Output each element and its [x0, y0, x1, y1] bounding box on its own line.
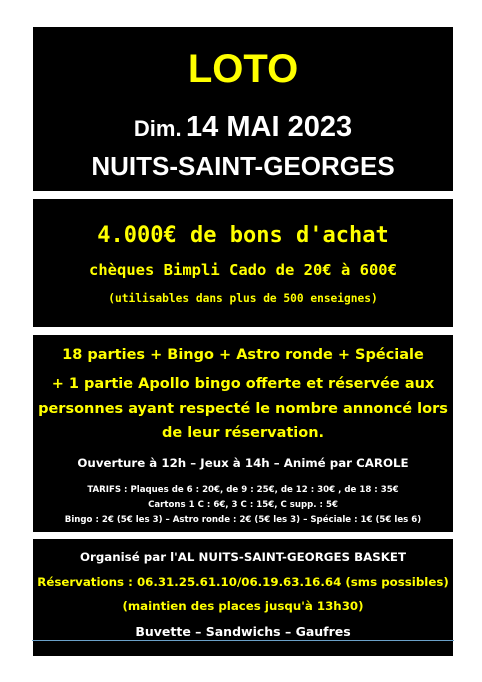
- games-list: 18 parties + Bingo + Astro ronde + Spéciale: [62, 347, 424, 363]
- info-panel: [33, 539, 453, 656]
- tarifs-line-3: Bingo : 2€ (5€ les 3) – Astro ronde : 2€ (5€ les 3) – Spéciale : 1€ (5€ les 6): [64, 515, 422, 525]
- date-prefix: Dim.: [133, 116, 182, 141]
- schedule-line: Ouverture à 12h – Jeux à 14h – Animé par CAROLE: [77, 456, 409, 470]
- prize-cheques: chèques Bimpli Cado de 20€ à 600€: [89, 261, 397, 279]
- event-title: LOTO: [187, 47, 299, 91]
- header-panel: [33, 27, 453, 191]
- event-city: NUITS-SAINT-GEORGES: [91, 151, 395, 181]
- prize-note: (utilisables dans plus de 500 enseignes): [108, 292, 378, 305]
- prizes-panel: [33, 199, 453, 327]
- tarifs-line-1: TARIFS : Plaques de 6 : 20€, de 9 : 25€, de 12 : 30€ , de 18 : 35€: [87, 485, 399, 495]
- food-line: Buvette – Sandwichs – Gaufres: [135, 624, 351, 639]
- program-panel: [33, 335, 453, 532]
- hold-line: (maintien des places jusqu'à 13h30): [122, 599, 364, 613]
- bonus-line-1: + 1 partie Apollo bingo offerte et réservée aux: [51, 376, 435, 392]
- bonus-line-2: personnes ayant respecté le nombre annoncé lors: [38, 401, 448, 417]
- tarifs-line-2: Cartons 1 C : 6€, 3 C : 15€, C supp. : 5€: [148, 500, 338, 510]
- divider-line: [32, 640, 454, 641]
- prize-amount: 4.000€ de bons d'achat: [97, 223, 389, 248]
- organizer-line: Organisé par l'AL NUITS-SAINT-GEORGES BASKET: [79, 550, 406, 564]
- bonus-line-3: de leur réservation.: [161, 425, 325, 441]
- event-date-row: [33, 111, 453, 144]
- reservations-line: Réservations : 06.31.25.61.10/06.19.63.16.64 (sms possibles): [37, 575, 449, 589]
- event-date: 14 MAI 2023: [186, 111, 353, 143]
